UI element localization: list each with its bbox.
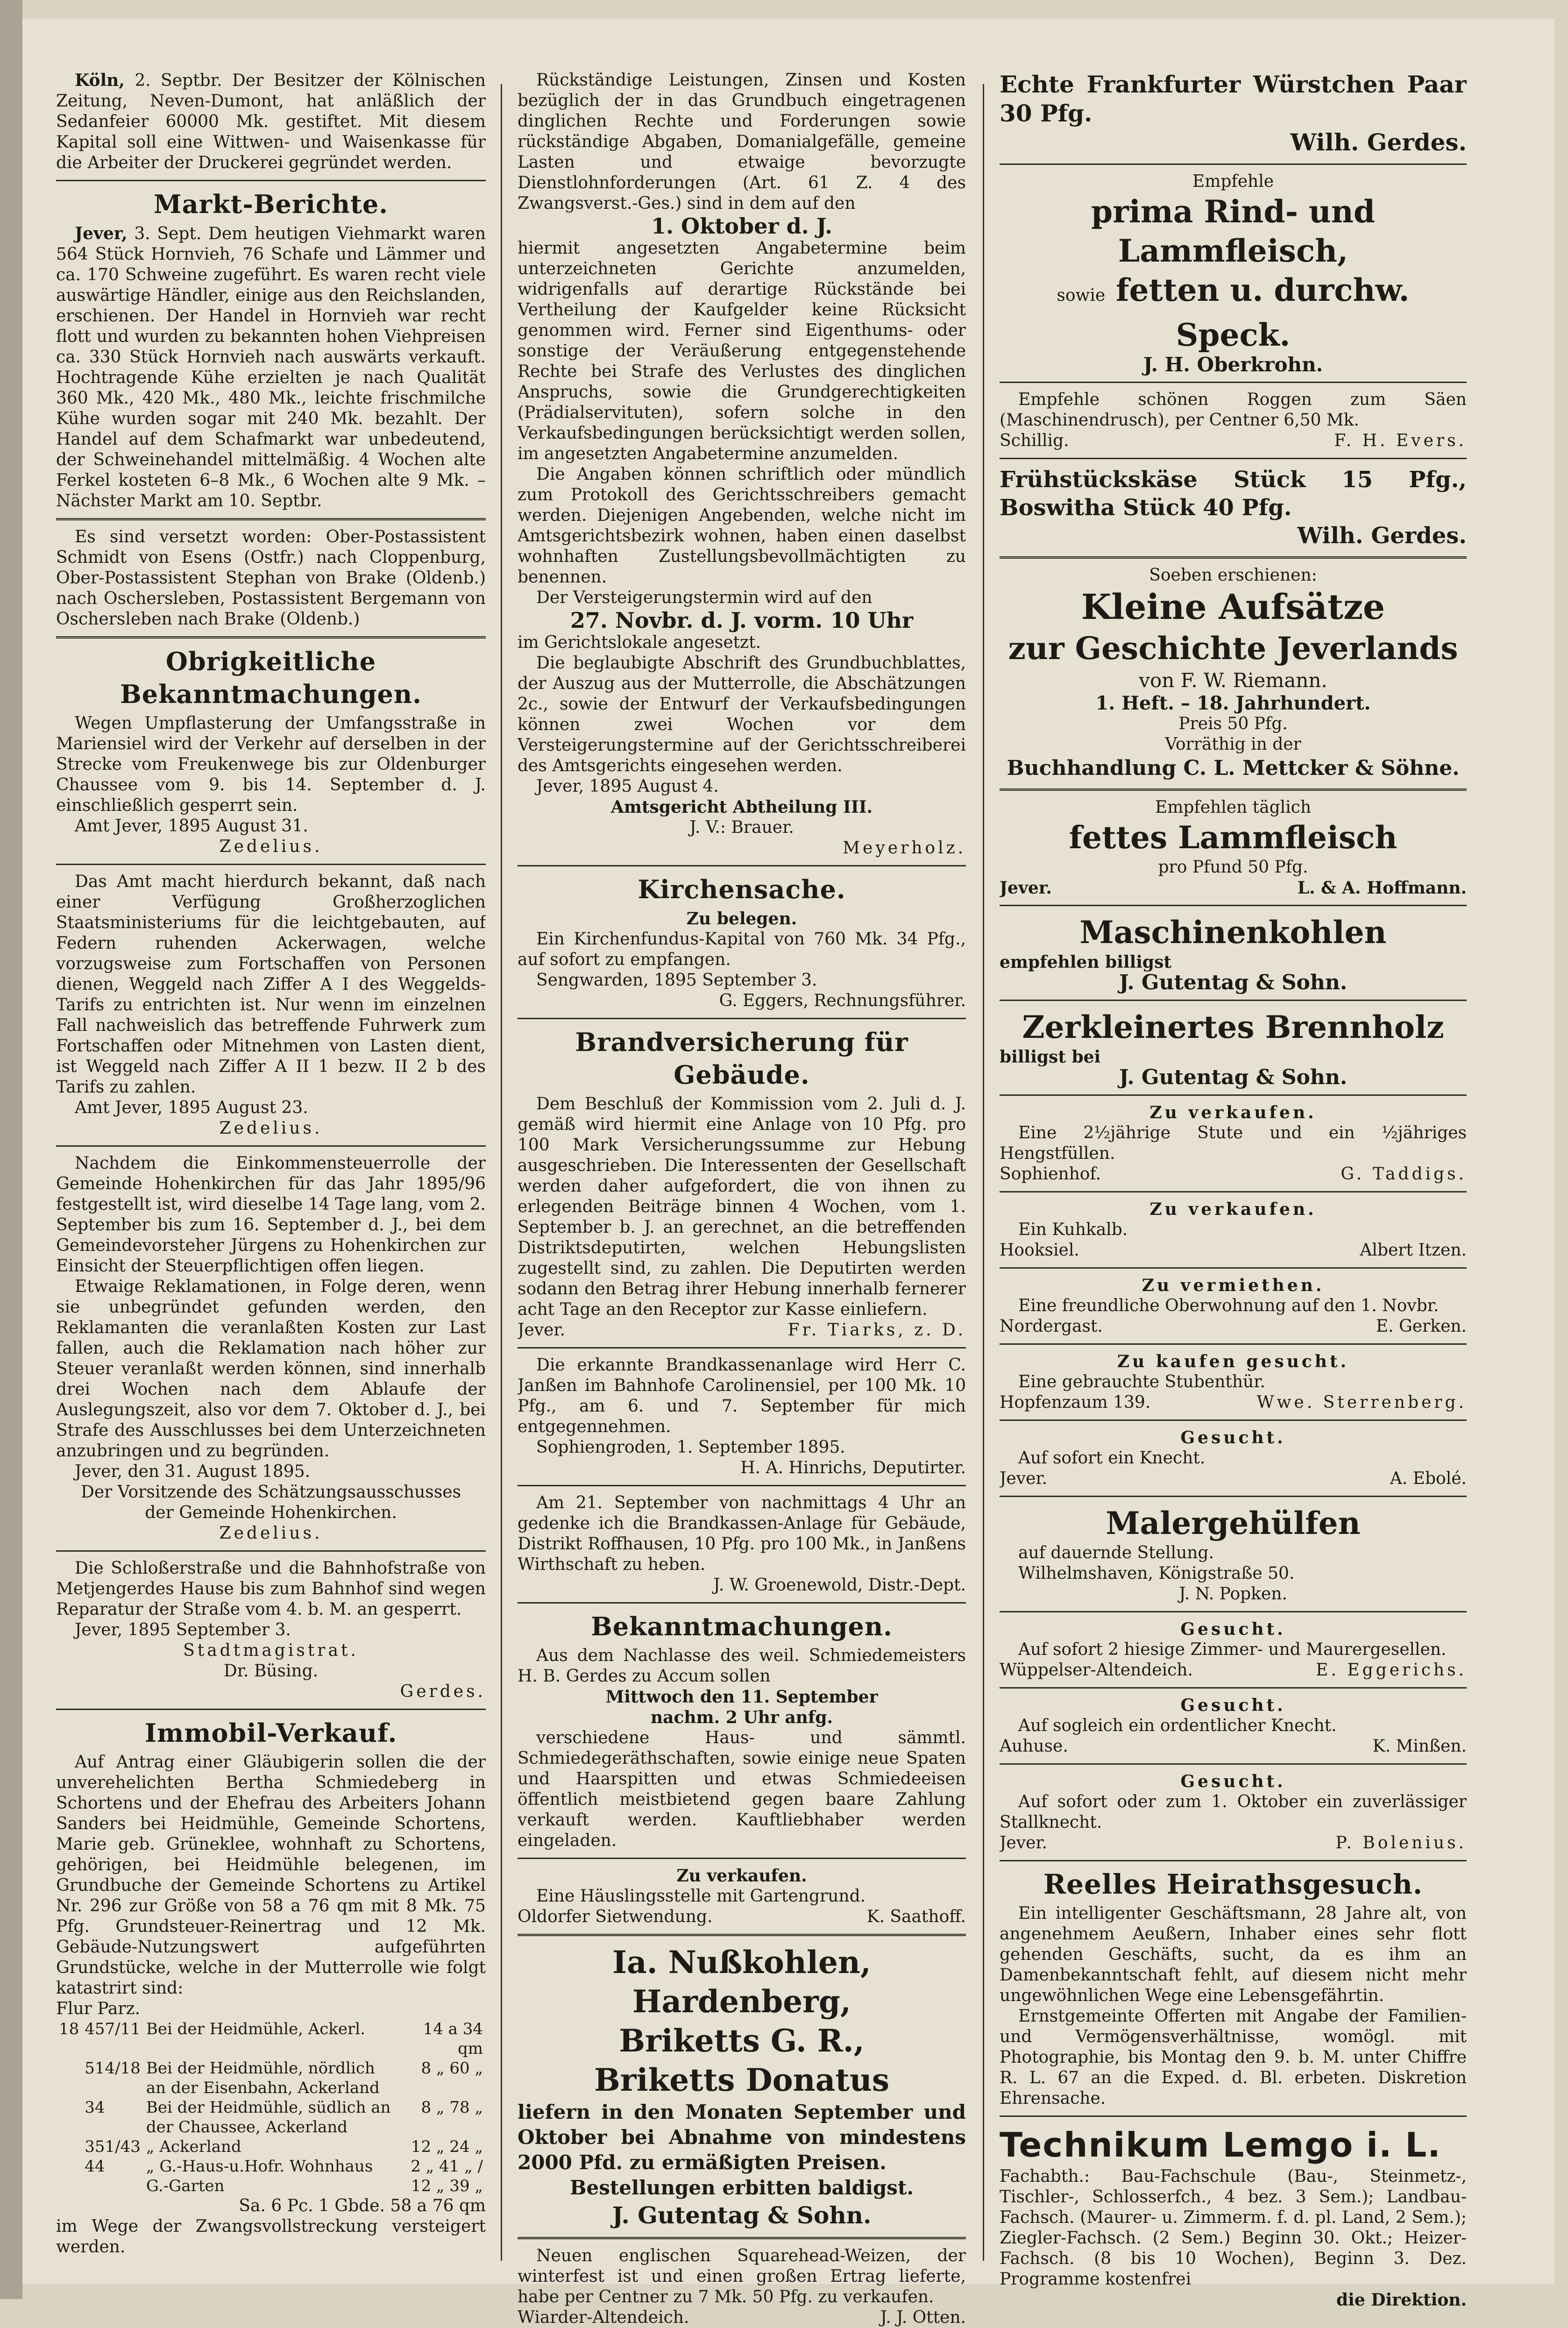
court-notice-text: Die Angaben können schriftlich oder mündlich zum Protokoll des Gerichtsschreibers gemacht werden. Diejenigen Angebenden, welche nicht im Amtsgerichtsbezirk wohnen, haben einen daselbst wohnhaften Zustellungsbevollmächtigten zu benennen. bbox=[518, 465, 966, 587]
meat-ad-line-1: prima Rind- und Lammfleisch, bbox=[1091, 193, 1376, 269]
court-date: Jever, 1895 August 4. bbox=[536, 777, 719, 796]
sausage-ad-signature: Wilh. Gerdes. bbox=[1290, 128, 1467, 156]
column-divider bbox=[501, 84, 502, 2261]
notice-signature: Zedelius. bbox=[219, 1119, 323, 1138]
notice-signature: Zedelius. bbox=[219, 837, 323, 856]
rye-ad-sign-row: Schillig. F. H. Evers. bbox=[1000, 431, 1467, 450]
divider bbox=[518, 2237, 966, 2239]
binding-edge bbox=[0, 0, 22, 2299]
plot-table-header: Flur Parz. bbox=[56, 1999, 141, 2018]
book-ad-shop: Buchhandlung C. L. Mettcker & Söhne. bbox=[1007, 756, 1460, 780]
machine-coal-title: Maschinenkohlen bbox=[1079, 914, 1387, 951]
small-ad: Zu vermiethen. Eine freundliche Oberwohnung auf den 1. Novbr. Nordergast. E. Gerken. bbox=[1000, 1276, 1467, 1336]
divider bbox=[56, 518, 486, 520]
court-signature: J. V.: Brauer. bbox=[689, 818, 794, 837]
column-2 bbox=[518, 70, 966, 2328]
fire-insurance-text: Am 21. September von nachmittags 4 Uhr an gedenke ich die Brandkassen-Anlage für Gebäude, Distrikt Roffhausen, 10 Pfg. pro 100 Mk., in Janßens Wirthschaft zu heben. bbox=[518, 1493, 966, 1574]
fire-insurance-signature: H. A. Hinrichs, Deputirter. bbox=[740, 1458, 966, 1477]
table-row: 351/43 „ Ackerland 12 „ 24 „ bbox=[85, 2137, 483, 2156]
divider bbox=[518, 865, 966, 866]
book-ad-stock: Vorräthig in der bbox=[1165, 735, 1301, 754]
rye-ad-text: Empfehle schönen Roggen zum Säen (Maschinendrusch), per Centner 6,50 Mk. bbox=[1000, 390, 1467, 430]
firewood-firm: J. Gutentag & Sohn. bbox=[1119, 1065, 1348, 1089]
table-row: 18 457/11 Bei der Heidmühle, Ackerl. 14 a 34 qm bbox=[59, 2020, 483, 2058]
notice-date: Amt Jever, 1895 August 23. bbox=[75, 1098, 308, 1117]
divider bbox=[1000, 1611, 1467, 1612]
announcement-date: Mittwoch den 11. September bbox=[605, 1687, 878, 1707]
notice-tax-roll: Nachdem die Einkommensteuerrolle der Gemeinde Hohenkirchen für das Jahr 1895/96 festgestellt ist, wird dieselbe 14 Tage lang, vom 2. September bis zum 16. September d. J., bei dem Gemeindevorsteher Jürgens zu Hohenkirchen zur Einsicht der Steuerpflichtigen offen liegen. bbox=[56, 1154, 486, 1276]
notice-org: der Gemeinde Hohenkirchen. bbox=[145, 1503, 397, 1522]
column-divider bbox=[983, 84, 984, 2261]
church-signature: G. Eggers, Rechnungsführer. bbox=[719, 991, 966, 1010]
coal-ad-firm: J. Gutentag & Sohn. bbox=[612, 2201, 872, 2229]
divider bbox=[56, 1145, 486, 1147]
notice-org: Der Vorsitzende des Schätzungsausschusses bbox=[80, 1483, 461, 1502]
fire-insurance-signature: J. W. Groenewold, Distr.-Dept. bbox=[713, 1576, 966, 1595]
divider bbox=[1000, 1191, 1467, 1192]
divider bbox=[1000, 1687, 1467, 1689]
divider bbox=[1000, 163, 1467, 165]
divider bbox=[1000, 1860, 1467, 1861]
marriage-ad-heading: Reelles Heirathsgesuch. bbox=[1043, 1868, 1423, 1900]
church-subheading: Zu belegen. bbox=[686, 909, 797, 929]
divider bbox=[1000, 458, 1467, 459]
fire-insurance-text: Die erkannte Brandkassenanlage wird Herr C. Janßen im Bahnhofe Carolinensiel, per 100 Mk. 10 Pfg., am 6. und 7. September für mich entgegennehmen. bbox=[518, 1356, 966, 1436]
for-sale-text: Eine Häuslingsstelle mit Gartengrund. bbox=[536, 1887, 866, 1906]
notice-date: Jever, den 31. August 1895. bbox=[75, 1462, 311, 1481]
book-ad-title-2: zur Geschichte Jeverlands bbox=[1008, 630, 1458, 667]
lamb-ad-price: pro Pfund 50 Pfg. bbox=[1158, 858, 1308, 877]
column-3 bbox=[1000, 70, 1467, 2310]
divider bbox=[518, 1934, 966, 1936]
announcement-text: Aus dem Nachlasse des weil. Schmiedemeisters H. B. Gerdes zu Accum sollen bbox=[518, 1646, 966, 1686]
divider bbox=[1000, 1343, 1467, 1345]
table-row: 514/18 Bei der Heidmühle, nördlich an der Eisenbahn, Ackerland 8 „ 60 „ bbox=[85, 2059, 483, 2097]
lamb-ad-pre: Empfehlen täglich bbox=[1155, 798, 1312, 817]
announcement-time: nachm. 2 Uhr anfg. bbox=[650, 1708, 833, 1727]
market-reports-heading: Markt-Berichte. bbox=[153, 189, 389, 219]
small-ad: Gesucht. Auf sofort 2 hiesige Zimmer- und Maurergesellen. Wüppelser-Altendeich. E. Eggerichs. bbox=[1000, 1619, 1467, 1680]
divider bbox=[56, 1709, 486, 1710]
divider bbox=[1000, 1496, 1467, 1497]
table-row: 34 Bei der Heidmühle, südlich an der Chaussee, Ackerland 8 „ 78 „ bbox=[85, 2098, 483, 2136]
firewood-pre: billigst bei bbox=[1000, 1047, 1101, 1067]
column-1 bbox=[56, 70, 486, 2257]
divider bbox=[1000, 1000, 1467, 1001]
painter-ad-title: Malergehülfen bbox=[1106, 1505, 1361, 1541]
book-ad-price: Preis 50 Pfg. bbox=[1178, 714, 1288, 733]
announcement-text: verschiedene Haus- und sämmtl. Schmiedegeräthschaften, sowie einige neue Spaten und Haarspitten und etwas Schmiedeeisen öffentlich meistbietend gegen baare Zahlung verkauft werden. Kauftliebhaber werden eingeladen. bbox=[518, 1728, 966, 1850]
meat-ad-signature: J. H. Oberkrohn. bbox=[1143, 353, 1323, 376]
court-name: Amtsgericht Abtheilung III. bbox=[610, 797, 873, 817]
church-text: Ein Kirchenfundus-Kapital von 760 Mk. 34 Pfg., auf sofort zu empfangen. bbox=[518, 930, 966, 969]
meat-ad-pre: Empfehle bbox=[1192, 172, 1274, 191]
for-sale-sign-row: Oldorfer Sietwendung. K. Saathoff. bbox=[518, 1907, 966, 1926]
divider bbox=[518, 1485, 966, 1486]
koeln-notice: Köln, 2. Septbr. Der Besitzer der Kölnischen Zeitung, Neven-Dumont, hat anläßlich der Sedanfeier 60000 Mk. gestiftet. Mit diesem Kapital soll eine Wittwen- und Waisenkasse für die Arbeiter der Druckerei gegründet werden. bbox=[56, 71, 486, 172]
court-signature: Meyerholz. bbox=[843, 838, 966, 858]
small-ad: Gesucht. Auf sofort ein Knecht. Jever. A. Ebolé. bbox=[1000, 1428, 1467, 1488]
divider bbox=[1000, 1763, 1467, 1765]
fire-insurance-heading: Brandversicherung für Gebäude. bbox=[575, 1027, 908, 1090]
notice-signature: Dr. Büsing. bbox=[223, 1661, 319, 1681]
book-ad-author: von F. W. Riemann. bbox=[1139, 669, 1327, 692]
notice-signature: Gerdes. bbox=[400, 1682, 486, 1701]
divider bbox=[518, 1858, 966, 1859]
marriage-ad-text: Ein intelligenter Geschäftsmann, 28 Jahre alt, von angenehmem Aeußern, Inhaber eines sehr flott gehenden Geschäfts, sucht, da es ihm an Damenbekanntschaft fehlt, auf diesem nicht mehr ungewöhnlichen Wege eine Lebensgefährtin. bbox=[1000, 1904, 1467, 2005]
coal-ad-line-3: Briketts Donatus bbox=[594, 2062, 890, 2098]
firewood-title: Zerkleinertes Brennholz bbox=[1022, 1009, 1444, 1045]
small-ad: Zu verkaufen. Eine 2½jährige Stute und ein ½jähriges Hengstfüllen. Sophienhof. G. Taddigs. bbox=[1000, 1103, 1467, 1184]
divider bbox=[1000, 382, 1467, 383]
court-notice-text: im Gerichtslokale angesetzt. bbox=[518, 633, 761, 652]
cheese-ad-signature: Wilh. Gerdes. bbox=[1297, 523, 1467, 549]
property-sale-tail: im Wege der Zwangsvollstreckung versteigert werden. bbox=[56, 2217, 486, 2257]
divider bbox=[518, 1602, 966, 1604]
church-heading: Kirchensache. bbox=[638, 874, 846, 904]
divider bbox=[1000, 2115, 1467, 2117]
divider bbox=[1000, 556, 1467, 559]
notice-toll: Das Amt macht hierdurch bekannt, daß nach einer Verfügung Großherzoglichen Staatsministeriums für die leichtgebauten, auf Federn ruhenden Ackerwagen, welche vorzugsweise zum Fortschaffen von Personen dienen, Weggeld nach Ziffer A I des Weggelds-Tarifs zu entrichten ist. Nur wenn im einzelnen Fall nachweislich das betreffende Fuhrwerk zum Fortschaffen oder Mitnehmen von Lasten dient, ist Weggeld nach Ziffer A II 1 bezw. II 2 b des Tarifs zu zahlen. bbox=[56, 872, 486, 1097]
book-ad-pre: Soeben erschienen: bbox=[1149, 566, 1317, 585]
meat-ad-line-2: sowie fetten u. durchw. Speck. bbox=[1057, 272, 1410, 353]
divider bbox=[56, 636, 486, 639]
market-report-text: Jever, 3. Sept. Dem heutigen Viehmarkt waren 564 Stück Hornvieh, 76 Schafe und Lämmer und ca. 170 Schweine zugeführt. Es waren recht viele auswärtige Händler, einige aus den Reichslanden, erschienen. Der Handel in Hornvieh war recht flott und wurden zu bekannten hohen Viehpreisen ca. 330 Stück Hornvieh nach auswärts verkauft. Hochtragende Kühe erzielten je nach Qualität 360 Mk., 420 Mk., 480 Mk., leichte frischmilche Kühe wurden sogar mit 240 Mk. bezahlt. Der Handel auf dem Schafmarkt war unbedeutend, der Schweinehandel mittelmäßig. 4 Wochen alte Ferkel kosteten 6–8 Mk., 6 Wochen alte 9 Mk. – Nächster Markt am 10. Septbr. bbox=[56, 224, 486, 511]
notice-tax-reclamation: Etwaige Reklamationen, in Folge deren, wenn sie unbegründet gefunden werden, den Reklamanten die veranlaßten Kosten zur Last fallen, auch die Reklamation nach höher zur Steuer veranlaßt werden können, sind innerhalb drei Wochen nach dem Ablaufe der Auslegungszeit, also vor dem 7. Oktober d. J., bei Strafe des Ausschlusses bei dem Unterzeichneten anzubringen und zu begründen. bbox=[56, 1277, 486, 1461]
church-date: Sengwarden, 1895 September 3. bbox=[536, 971, 817, 990]
fire-insurance-sign-row: Jever. Fr. Tiarks, z. D. bbox=[518, 1320, 966, 1340]
technikum-signature: die Direktion. bbox=[1336, 2290, 1467, 2310]
divider bbox=[518, 1018, 966, 1019]
coal-ad-text: liefern in den Monaten September und Oktober bei Abnahme von mindestens 2000 Pfd. zu ermäßigten Preisen. bbox=[518, 2101, 966, 2174]
court-notice-text: hiermit angesetzten Angabetermine beim unterzeichneten Gerichte anzumelden, widrigenfalls auf derartige Rückstände bei Vertheilung der Kaufgelder keine Rücksicht genommen wird. Ferner sind Eigenthums- oder sonstige der Veräußerung entgegenstehende Rechte bei Strafe des Verlustes des dinglichen Anspruchs, sowie die Grundgerechtigkeiten (Prädialservituten), sofern solche in den Verkaufsbedingungen berücksichtigt werden sollen, im angesetzten Angabetermine anzumelden. bbox=[518, 239, 966, 463]
court-notice-text: Der Versteigerungstermin wird auf den bbox=[536, 588, 873, 607]
machine-coal-pre: empfehlen billigst bbox=[1000, 952, 1171, 972]
wheat-ad-text: Neuen englischen Squarehead-Weizen, der winterfest ist und einen großen Ertrag lieferte, habe per Centner zu 7 Mk. 50 Pfg. zu verkaufen. bbox=[518, 2246, 966, 2307]
divider bbox=[518, 1347, 966, 1349]
marriage-ad-text: Ernstgemeinte Offerten mit Angabe der Familien- und Vermögensverhältnisse, womögl. mit Photographie, bis Montag den 9. b. M. unter Chiffre R. L. 67 an die Exped. d. Bl. erbeten. Diskretion Ehrensache. bbox=[1000, 2007, 1467, 2108]
court-date-1: 1. Oktober d. J. bbox=[651, 213, 832, 239]
divider bbox=[1000, 1267, 1467, 1269]
sausage-ad-text: Echte Frankfurter Würstchen Paar 30 Pfg. bbox=[1000, 71, 1467, 127]
fire-insurance-text: Dem Beschluß der Kommission vom 2. Juli d. J. gemäß wird hiermit eine Anlage von 10 Pfg. pro 100 Mark Versicherungssumme zur Hebung ausgeschrieben. Die Interessenten der Gesellschaft werden daher aufgefordert, die von ihnen zu erlegenden Beiträge binnen 4 Wochen, vom 1. September b. J. an gerechnet, an die betreffenden Distriktsdeputirten, welchen Hebungslisten zugestellt sind, zu zahlen. Die Deputirten werden sodann den Betrag ihrer Hebung innerhalb fernerer acht Tage an den Receptor zur Kasse einliefern. bbox=[518, 1094, 966, 1319]
machine-coal-firm: J. Gutentag & Sohn. bbox=[1119, 971, 1348, 994]
notice-signature: Zedelius. bbox=[219, 1524, 323, 1543]
property-sale-heading: Immobil-Verkauf. bbox=[144, 1718, 397, 1748]
wheat-ad-sign-row: Wiarder-Altendeich. J. J. Otten. bbox=[518, 2308, 966, 2327]
plot-total: Sa. 6 Pc. 1 Gbde. 58 a 76 qm bbox=[239, 2196, 486, 2215]
small-ad: Gesucht. Auf sogleich ein ordentlicher Knecht. Auhuse. K. Minßen. bbox=[1000, 1696, 1467, 1756]
divider bbox=[1000, 1420, 1467, 1421]
announcements-heading: Bekanntmachungen. bbox=[591, 1611, 893, 1641]
notice-date: Amt Jever, 1895 August 31. bbox=[75, 816, 308, 836]
coal-ad-line-2: Briketts G. R., bbox=[619, 2023, 865, 2059]
court-notice-text: Rückständige Leistungen, Zinsen und Kosten bezüglich der in das Grundbuch eingetragenen dinglichen Rechte und Forderungen sowie rückständige Abgaben, Domanialgefälle, gemeine Lasten und etwaige bevorzugte Dienstlohnforderungen (Art. 61 Z. 4 des Zwangsverst.-Ges.) sind in dem auf den bbox=[518, 71, 966, 213]
notice-paving: Wegen Umpflasterung der Umfangsstraße in Mariensiel wird der Verkehr auf derselben in der Strecke vom Freukenwege bis zur Oldenburger Chaussee vom 9. bis 14. September d. J. einschließlich gesperrt sein. bbox=[56, 714, 486, 815]
lamb-ad-sign-row: Jever. L. & A. Hoffmann. bbox=[1000, 878, 1467, 898]
divider bbox=[1000, 905, 1467, 906]
notice-date: Jever, 1895 September 3. bbox=[75, 1620, 291, 1640]
cheese-ad-text: Frühstückskäse Stück 15 Pfg., Boswitha Stück 40 Pfg. bbox=[1000, 467, 1467, 521]
divider bbox=[1000, 1094, 1467, 1096]
coal-ad-order: Bestellungen erbitten baldigst. bbox=[570, 2176, 914, 2199]
notice-org: Stadtmagistrat. bbox=[183, 1641, 359, 1660]
for-sale-heading: Zu verkaufen. bbox=[676, 1866, 807, 1886]
small-ad: Zu verkaufen. Ein Kuhkalb. Hooksiel. Albert Itzen. bbox=[1000, 1199, 1467, 1260]
painter-ad-signature: J. N. Popken. bbox=[1179, 1584, 1287, 1604]
painter-ad-address: Wilhelmshaven, Königstraße 50. bbox=[1018, 1564, 1295, 1583]
property-sale-text: Auf Antrag einer Gläubigerin sollen die der unverehelichten Bertha Schmiedeberg in Schortens und der Ehefrau des Arbeiters Johann Sanders bei Heidmühle, Gemeinde Schortens, Marie geb. Grüneklee, wohnhaft zu Schortens, gehörigen, bei Heidmühle belegenen, im Grundbuche der Gemeinde Schortens zu Artikel Nr. 296 zur Größe von 58 a 76 qm mit 8 Mk. 75 Pfg. Grundsteuer-Reinertrag und 12 Mk. Gebäude-Nutzungswert aufgeführten Grundstücke, welche in der Mutterrolle wie folgt katastrirt sind: bbox=[56, 1753, 486, 1998]
painter-ad-text: auf dauernde Stellung. bbox=[1018, 1543, 1214, 1562]
technikum-logo: Technikum Lemgo i. L. bbox=[1000, 2125, 1441, 2165]
lamb-ad-title: fettes Lammfleisch bbox=[1069, 819, 1398, 856]
court-notice-text: Die beglaubigte Abschrift des Grundbuchblattes, der Auszug aus der Mutterrolle, die Abschätzungen 2c., sowie der Entwurf der Verkaufsbedingungen können zwei Wochen vor dem Versteigerungstermine auf der Gerichtsschreiberei des Amtsgerichts eingesehen werden. bbox=[518, 653, 966, 775]
table-row: 44 „ G.-Haus-u.Hofr. Wohnhaus G.-Garten 2 „ 41 „ / 12 „ 39 „ bbox=[85, 2157, 483, 2195]
court-date-2: 27. Novbr. d. J. vorm. 10 Uhr bbox=[570, 608, 914, 633]
divider bbox=[56, 180, 486, 181]
book-ad-title-1: Kleine Aufsätze bbox=[1081, 587, 1385, 627]
small-ad: Gesucht. Auf sofort oder zum 1. Oktober ein zuverlässiger Stallknecht. Jever. P. Bolenius. bbox=[1000, 1772, 1467, 1852]
divider bbox=[1000, 788, 1467, 791]
postal-transfers: Es sind versetzt worden: Ober-Postassistent Schmidt von Esens (Ostfr.) nach Cloppenburg, Ober-Postassistent Stephan von Brake (Oldenb.) nach Oschersleben, Postassistent Bergemann von Oschersleben nach Brake (Oldenb.) bbox=[56, 527, 486, 629]
divider bbox=[56, 1550, 486, 1552]
divider bbox=[56, 864, 486, 865]
fire-insurance-date: Sophiengroden, 1. September 1895. bbox=[536, 1438, 845, 1457]
notice-road-closure: Die Schloßerstraße und die Bahnhofstraße von Metjengerdes Hause bis zum Bahnhof sind wegen Reparatur der Straße vom 4. b. M. an gesperrt. bbox=[56, 1559, 486, 1619]
plot-table bbox=[56, 2019, 486, 2196]
coal-ad-line-1: Ia. Nußkohlen, Hardenberg, bbox=[612, 1944, 871, 2020]
small-ad: Zu kaufen gesucht. Eine gebrauchte Stubenthür. Hopfenzaum 139. Wwe. Sterrenberg. bbox=[1000, 1352, 1467, 1412]
book-ad-issue: 1. Heft. – 18. Jahrhundert. bbox=[1095, 692, 1371, 714]
official-notices-heading: Obrigkeitliche Bekanntmachungen. bbox=[120, 646, 422, 709]
technikum-text: Fachabth.: Bau-Fachschule (Bau-, Steinmetz-, Tischler-, Schlosserfch., 4 bez. 3 Sem.); Landbau-Fachsch. (Maurer- u. Zimmerm. f. d. pl. Land, 2 Sem.); Ziegler-Fachsch. (2 Sem.) Beginn 30. Okt.; Heizer-Fachsch. (8 bis 10 Wochen), Beginn 3. Dez. Programme kostenfrei bbox=[1000, 2167, 1467, 2289]
